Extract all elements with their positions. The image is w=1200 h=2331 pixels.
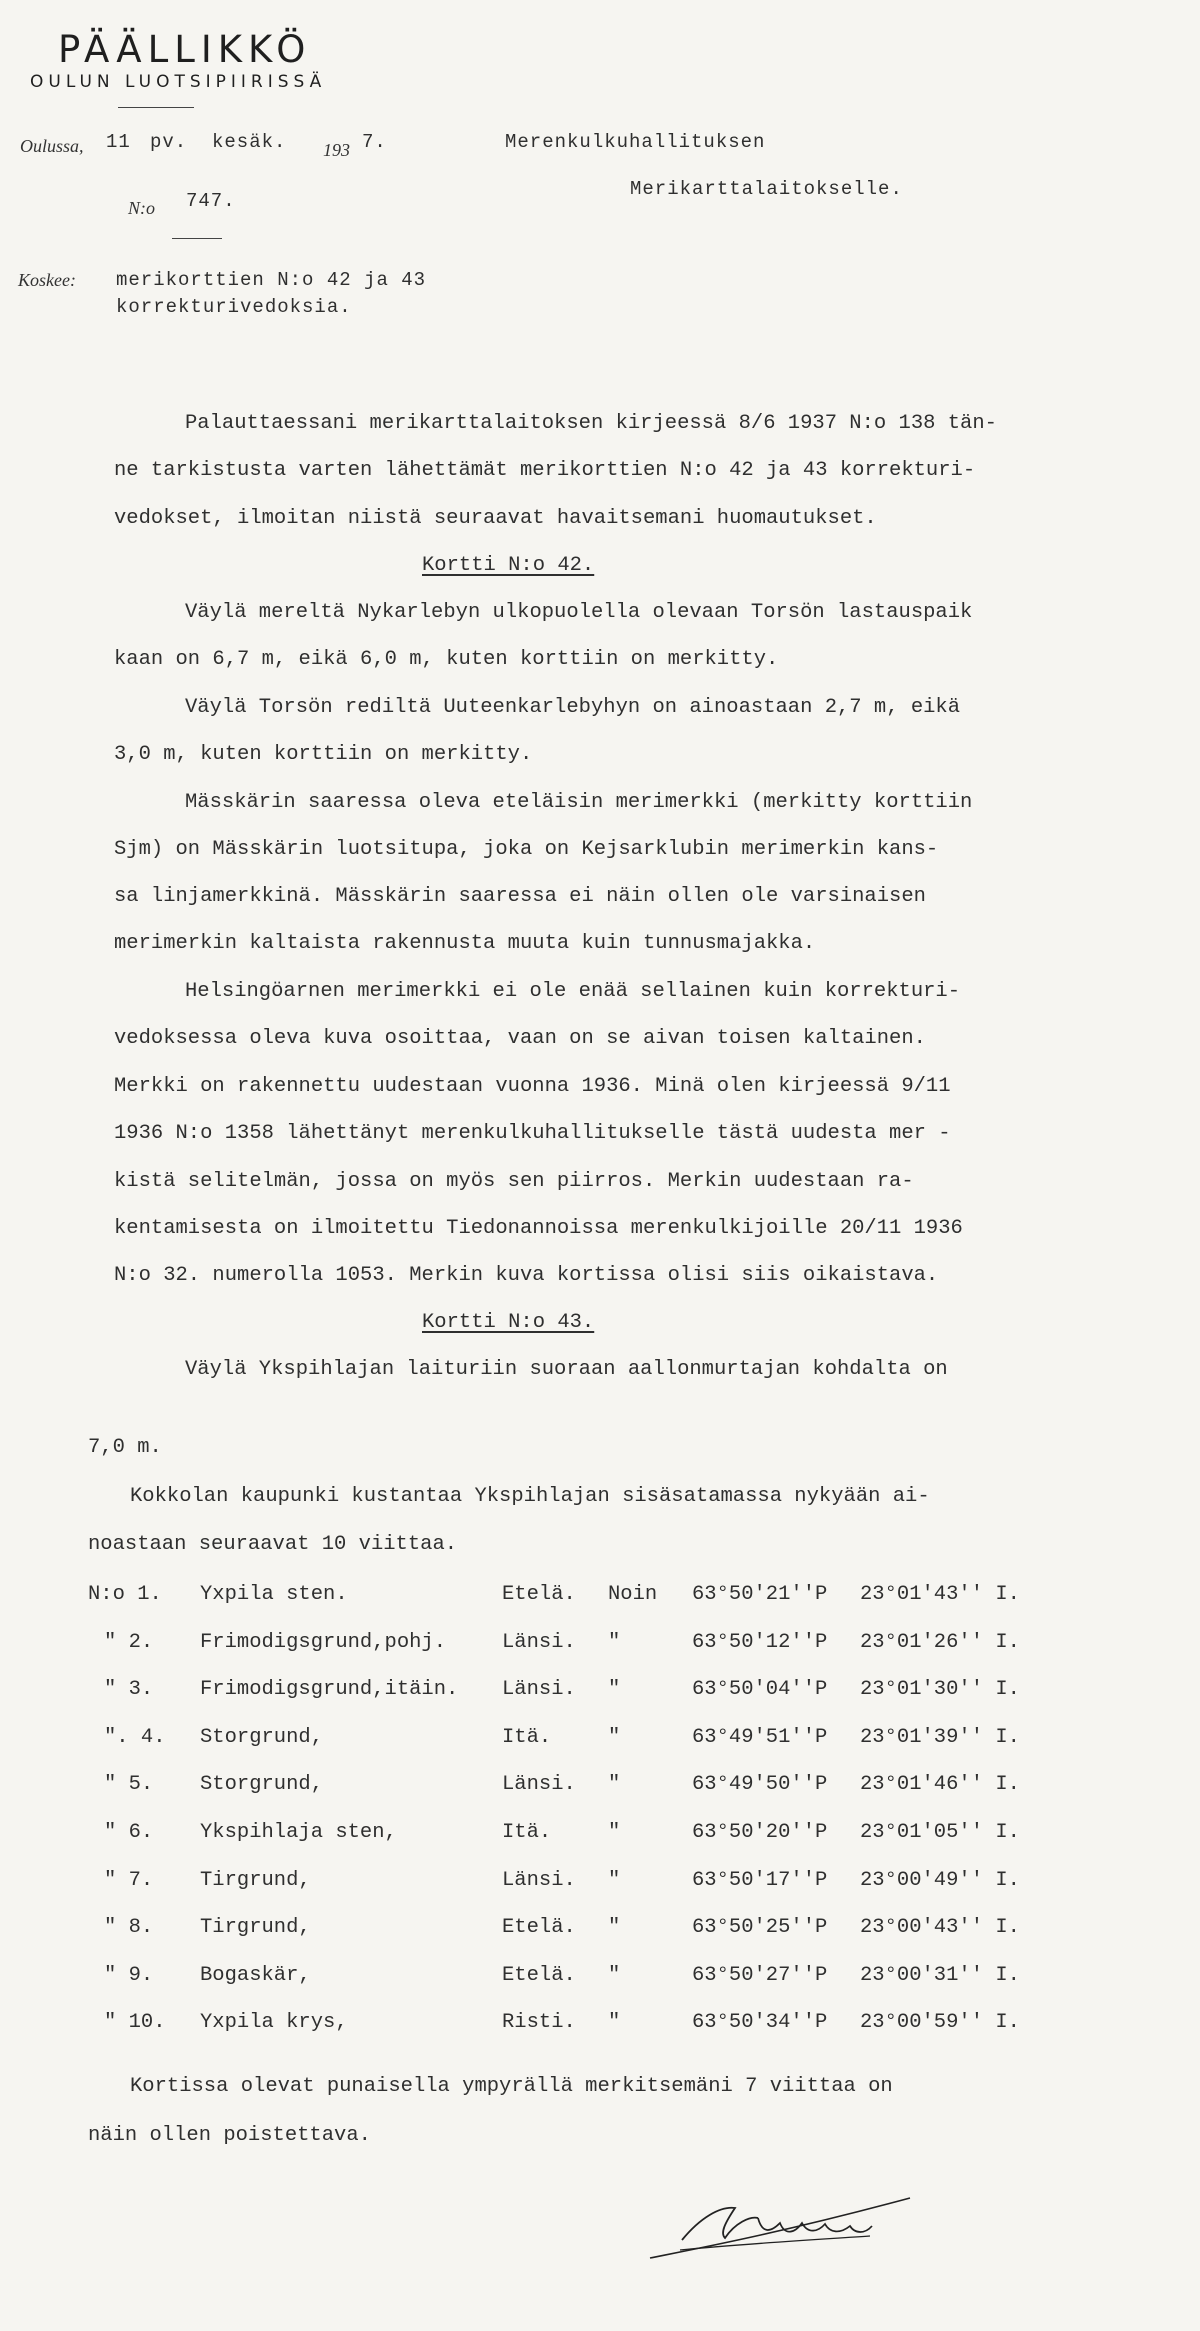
mark-name-cell: Tirgrund, [200,1916,311,1939]
signature-text: N.Wiljanen [700,2209,867,2244]
s1-line-10: vedoksessa oleva kuva osoittaa, vaan on se aivan toisen kaltainen. [114,1027,926,1050]
mark-lat-cell: 63°49'50''P [692,1773,828,1796]
mark-side-cell: Etelä. [502,1916,576,1939]
s1-line-3: Väylä Torsön rediltä Uuteenkarlebyhyn on ainoastaan 2,7 m, eikä [185,696,961,719]
mark-lat-cell: 63°50'25''P [692,1916,828,1939]
mark-name-cell: Storgrund, [200,1773,324,1796]
mark-no-cell: " 8. [104,1916,154,1939]
mark-side-cell: Länsi. [502,1773,576,1796]
s1-line-4: 3,0 m, kuten korttiin on merkitty. [114,743,533,766]
intro-line-2: ne tarkistusta varten lähettämät merikorttien N:o 42 ja 43 korrekturi- [114,459,976,482]
s1-line-13: kistä selitelmän, jossa on myös sen piirros. Merkin uudestaan ra- [114,1170,914,1193]
mark-no-cell: " 10. [104,2011,166,2034]
mark-lon-cell: 23°01'05'' I. [860,1821,1020,1844]
mark-lat-cell: 63°50'20''P [692,1821,828,1844]
letter-number: 747. [186,190,236,212]
mark-name-cell: Tirgrund, [200,1869,311,1892]
mark-no-cell: " 7. [104,1869,154,1892]
s1-line-6: Sjm) on Mässkärin luotsitupa, joka on Kejsarklubin merimerkin kans- [114,838,939,861]
s1-line-1: Väylä mereltä Nykarlebyn ulkopuolella olevaan Torsön lastauspaik [185,601,973,624]
letterhead-rule [118,107,194,108]
s1-line-8: merimerkin kaltaista rakennusta muuta kuin tunnusmajakka. [114,932,816,955]
intro-line-1: Palauttaessani merikarttalaitoksen kirjeessä 8/6 1937 N:o 138 tän- [185,412,997,435]
intro-line-3: vedokset, ilmoitan niistä seuraavat havaitsemani huomautukset. [114,507,877,530]
subject-line-1: merikorttien N:o 42 ja 43 [116,269,427,291]
mark-lon-cell: 23°01'26'' I. [860,1631,1020,1654]
closing-line-1: Kortissa olevat punaisella ympyrällä merkitsemäni 7 viittaa on [130,2075,893,2098]
date-year-prefix: 193 [323,140,350,160]
mark-lat-cell: 63°50'04''P [692,1678,828,1701]
mark-name-cell: Yxpila sten. [200,1583,348,1606]
number-rule [172,238,222,239]
mark-ditto-cell: " [608,1821,621,1844]
mark-ditto-cell: " [608,1631,621,1654]
mark-no-cell: " 2. [104,1631,154,1654]
mark-lon-cell: 23°00'31'' I. [860,1964,1020,1987]
recipient-line-1: Merenkulkuhallituksen [505,131,766,153]
subject-line-2: korrekturivedoksia. [116,296,352,318]
closing-line-2: näin ollen poistettava. [88,2124,371,2147]
mark-side-cell: Itä. [502,1726,552,1749]
mark-no-cell: " 6. [104,1821,154,1844]
mark-ditto-cell: " [608,1678,621,1701]
mark-name-cell: Yxpila krys, [200,2011,348,2034]
mark-side-cell: Länsi. [502,1631,576,1654]
mark-name-cell: Ykspihlaja sten, [200,1821,397,1844]
letterhead-title: PÄÄLLIKKÖ [58,28,312,71]
mark-lon-cell: 23°01'39'' I. [860,1726,1020,1749]
mark-ditto-cell: Noin [608,1583,658,1606]
s2-line-4: noastaan seuraavat 10 viittaa. [88,1533,458,1556]
mark-lon-cell: 23°00'59'' I. [860,2011,1020,2034]
mark-lon-cell: 23°01'30'' I. [860,1678,1020,1701]
heading-kortti-42: Kortti N:o 42. [422,554,595,577]
s2-line-2: 7,0 m. [88,1436,162,1459]
mark-ditto-cell: " [608,1916,621,1939]
recipient-line-2: Merikarttalaitokselle. [630,178,903,200]
s2-line-1: Väylä Ykspihlajan laituriin suoraan aallonmurtajan kohdalta on [185,1358,948,1381]
mark-no-cell: N:o 1. [88,1583,162,1606]
mark-lat-cell: 63°49'51''P [692,1726,828,1749]
s1-line-5: Mässkärin saaressa oleva eteläisin merimerkki (merkitty korttiin [185,791,973,814]
mark-lat-cell: 63°50'17''P [692,1869,828,1892]
mark-lon-cell: 23°01'43'' I. [860,1583,1020,1606]
mark-ditto-cell: " [608,1869,621,1892]
mark-name-cell: Frimodigsgrund,pohj. [200,1631,447,1654]
mark-name-cell: Frimodigsgrund,itäin. [200,1678,459,1701]
mark-name-cell: Bogaskär, [200,1964,311,1987]
mark-no-cell: ". 4. [104,1726,166,1749]
mark-no-cell: " 3. [104,1678,154,1701]
s1-line-12: 1936 N:o 1358 lähettänyt merenkulkuhallitukselle tästä uudesta mer - [114,1122,951,1145]
mark-no-cell: " 9. [104,1964,154,1987]
mark-side-cell: Risti. [502,2011,576,2034]
mark-lat-cell: 63°50'21''P [692,1583,828,1606]
mark-no-cell: " 5. [104,1773,154,1796]
s1-line-2: kaan on 6,7 m, eikä 6,0 m, kuten korttiin on merkitty. [114,648,779,671]
date-day: 11 [106,131,131,153]
mark-lon-cell: 23°01'46'' I. [860,1773,1020,1796]
s1-line-11: Merkki on rakennettu uudestaan vuonna 1936. Minä olen kirjeessä 9/11 [114,1075,951,1098]
mark-ditto-cell: " [608,2011,621,2034]
mark-ditto-cell: " [608,1773,621,1796]
date-year-suffix: 7. [362,131,387,153]
place-label: Oulussa, [20,136,84,156]
mark-side-cell: Etelä. [502,1583,576,1606]
mark-side-cell: Länsi. [502,1869,576,1892]
mark-side-cell: Itä. [502,1821,552,1844]
mark-lon-cell: 23°00'43'' I. [860,1916,1020,1939]
mark-lat-cell: 63°50'27''P [692,1964,828,1987]
letterhead-subtitle: OULUN LUOTSIPIIRISSÄ [30,72,327,92]
date-pv: pv. [150,131,188,153]
heading-kortti-43: Kortti N:o 43. [422,1311,595,1334]
mark-ditto-cell: " [608,1726,621,1749]
number-label: N:o [128,198,155,218]
mark-side-cell: Etelä. [502,1964,576,1987]
s1-line-15: N:o 32. numerolla 1053. Merkin kuva kortissa olisi siis oikaistava. [114,1264,939,1287]
mark-lat-cell: 63°50'34''P [692,2011,828,2034]
s1-line-14: kentamisesta on ilmoitettu Tiedonannoissa merenkulkijoille 20/11 1936 [114,1217,963,1240]
s1-line-9: Helsingöarnen merimerkki ei ole enää sellainen kuin korrekturi- [185,980,961,1003]
mark-side-cell: Länsi. [502,1678,576,1701]
subject-label: Koskee: [18,270,76,290]
mark-ditto-cell: " [608,1964,621,1987]
mark-lat-cell: 63°50'12''P [692,1631,828,1654]
s2-line-3: Kokkolan kaupunki kustantaa Ykspihlajan sisäsatamassa nykyään ai- [130,1485,930,1508]
mark-lon-cell: 23°00'49'' I. [860,1869,1020,1892]
mark-name-cell: Storgrund, [200,1726,324,1749]
s1-line-7: sa linjamerkkinä. Mässkärin saaressa ei näin ollen ole varsinaisen [114,885,926,908]
date-month: kesäk. [212,131,287,153]
signature [640,2178,920,2268]
